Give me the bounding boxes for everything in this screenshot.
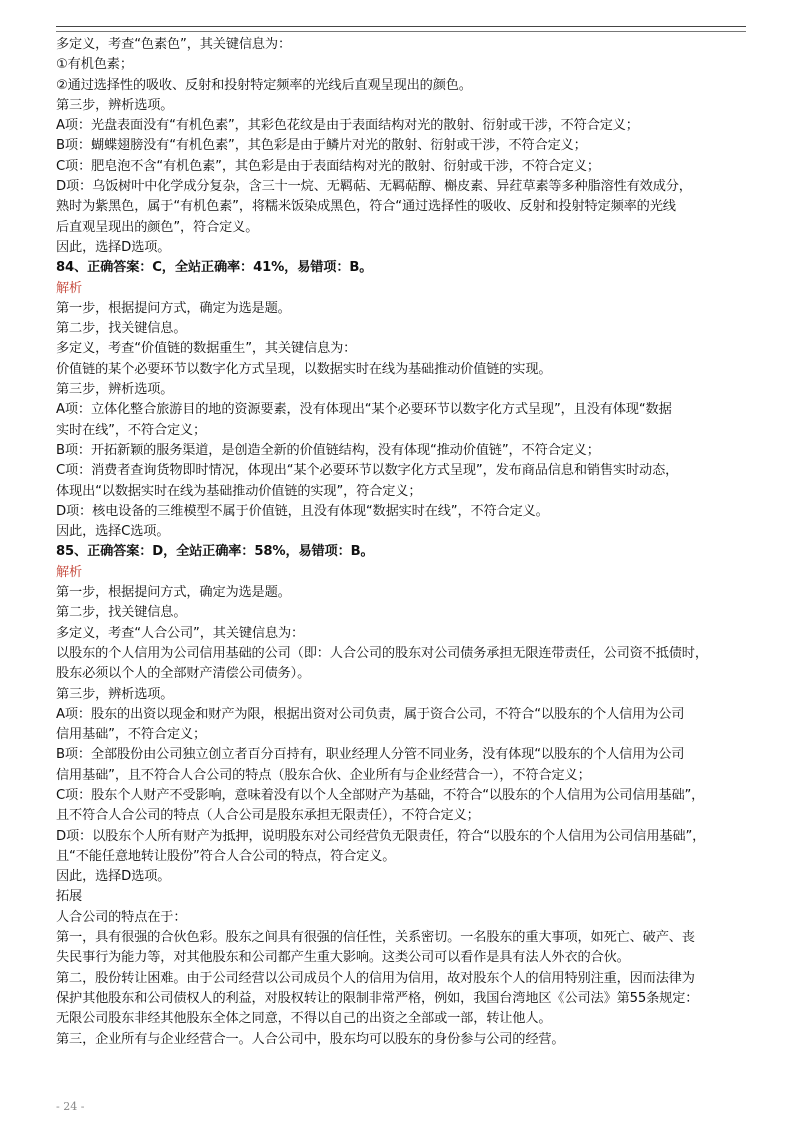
text-line: 拓展 <box>56 889 83 905</box>
text-line: A项：立体化整合旅游目的地的资源要素，没有体现出“某个必要环节以数字化方式呈现”，且没有体现“数据 <box>56 402 672 418</box>
text-line: A项：光盘表面没有“有机色素”，其彩色花纹是由于表面结构对光的散射、衍射或干涉，不符合定义； <box>56 118 639 134</box>
analysis-label: 解析 <box>56 564 83 580</box>
text-line: 体现出“以数据实时在线为基础推动价值链的实现”，符合定义； <box>56 483 422 499</box>
text-line: 以股东的个人信用为公司信用基础的公司（即：人合公司的股东对公司债务承担无限连带责任，公司资不抵债时， <box>56 645 708 661</box>
text-line: 因此，选择D选项。 <box>56 239 171 255</box>
text-line: 第三步，辨析选项。 <box>56 97 174 113</box>
text-line: 第一，具有很强的合伙色彩。股东之间具有很强的信任性，关系密切。一名股东的重大事项，如死亡、破产、丧 <box>56 930 695 946</box>
text-line: 多定义，考查“价值链的数据重生”，其关键信息为： <box>56 341 357 357</box>
text-line: 第三，企业所有与企业经营合一。人合公司中，股东均可以股东的身份参与公司的经营。 <box>56 1031 565 1047</box>
analysis-label: 解析 <box>56 280 83 296</box>
text-line: D项：核电设备的三维模型不属于价值链，且没有体现“数据实时在线”，不符合定义。 <box>56 503 549 519</box>
text-line: 多定义，考查“色素色”，其关键信息为： <box>56 37 292 52</box>
text-line: 因此，选择D选项。 <box>56 869 171 885</box>
text-line: B项：开拓新颖的服务渠道，是创造全新的价值链结构，没有体现“推动价值链”，不符合定义； <box>56 442 600 458</box>
text-line: 保护其他股东和公司债权人的利益，对股权转让的限制非常严格，例如，我国台湾地区《公司法》第55条规定： <box>56 990 699 1006</box>
text-line: 信用基础”，不符合定义； <box>56 727 207 743</box>
text-line: 且“不能任意地转让股份”符合人合公司的特点，符合定义。 <box>56 848 396 864</box>
text-line: 价值链的某个必要环节以数字化方式呈现，以数据实时在线为基础推动价值链的实现。 <box>56 361 552 377</box>
text-line: C项：消费者查询货物即时情况，体现出“某个必要环节以数字化方式呈现”，发布商品信息和销售实时动态， <box>56 463 679 479</box>
text-line: 第一步，根据提问方式，确定为选是题。 <box>56 300 291 316</box>
text-line: 股东必须以个人的全部财产清偿公司债务）。 <box>56 666 311 682</box>
text-line: 第二步，找关键信息。 <box>56 321 187 337</box>
text-line: C项：股东个人财产不受影响，意味着没有以个人全部财产为基础，不符合“以股东的个人信用为公司信用基础”， <box>56 787 705 803</box>
text-line: 第二，股份转让困难。由于公司经营以公司成员个人的信用为信用，故对股东个人的信用特别注重，因而法律为 <box>56 970 695 986</box>
answer-heading: 84、正确答案：C，全站正确率：41%，易错项：B。 <box>56 260 373 276</box>
text-line: 多定义，考查“人合公司”，其关键信息为： <box>56 625 305 641</box>
text-line: D项：乌饭树叶中化学成分复杂，含三十一烷、无羁萜、无羁萜醇、槲皮素、异荭草素等多种脂溶性有效成分， <box>56 179 692 195</box>
text-line: 第三步，辨析选项。 <box>56 686 174 702</box>
text-line: ①有机色素； <box>56 57 133 73</box>
text-line: 无限公司股东非经其他股东全体之同意，不得以自己的出资之全部或一部，转让他人。 <box>56 1011 552 1027</box>
text-line: 实时在线”，不符合定义； <box>56 422 207 438</box>
text-line: 第三步，辨析选项。 <box>56 382 174 398</box>
page-number: - 24 - <box>56 1100 85 1113</box>
text-line: 失民事行为能力等，对其他股东和公司都产生重大影响。这类公司可以看作是具有法人外衣的合伙。 <box>56 950 630 966</box>
text-line: 后直观呈现出的颜色”，符合定义。 <box>56 219 259 235</box>
text-line: 且不符合人合公司的特点（人合公司是股东承担无限责任），不符合定义； <box>56 808 480 824</box>
text-line: 熟时为紫黑色，属于“有机色素”，将糯米饭染成黑色，符合“通过选择性的吸收、反射和投射特定频率的光线 <box>56 199 676 215</box>
text-line: 第二步，找关键信息。 <box>56 605 187 621</box>
text-line: C项：肥皂泡不含“有机色素”，其色彩是由于表面结构对光的散射、衍射或干涉，不符合定义； <box>56 158 600 174</box>
text-line: 信用基础”，且不符合人合公司的特点（股东合伙、企业所有与企业经营合一），不符合定义； <box>56 767 591 783</box>
text-line: 因此，选择C选项。 <box>56 524 170 540</box>
text-line: B项：全部股份由公司独立创立者百分百持有，职业经理人分管不同业务，没有体现“以股东的个人信用为公司 <box>56 747 685 763</box>
text-line: 人合公司的特点在于： <box>56 909 187 925</box>
document-body <box>56 35 748 1050</box>
header-rule-thick <box>56 26 746 27</box>
text-line: A项：股东的出资以现金和财产为限，根据出资对公司负责，属于资合公司，不符合“以股东的个人信用为公司 <box>56 706 685 722</box>
text-line: D项：以股东个人所有财产为抵押，说明股东对公司经营负无限责任，符合“以股东的个人信用为公司信用基础”， <box>56 828 706 844</box>
text-line: 第一步，根据提问方式，确定为选是题。 <box>56 585 291 601</box>
header-rule-thin <box>56 31 746 32</box>
text-line: ②通过选择性的吸收、反射和投射特定频率的光线后直观呈现出的颜色。 <box>56 77 472 93</box>
text-line: B项：蝴蝶翅膀没有“有机色素”，其色彩是由于鳞片对光的散射、衍射或干涉，不符合定义； <box>56 138 587 154</box>
answer-heading: 85、正确答案：D，全站正确率：58%，易错项：B。 <box>56 544 374 560</box>
